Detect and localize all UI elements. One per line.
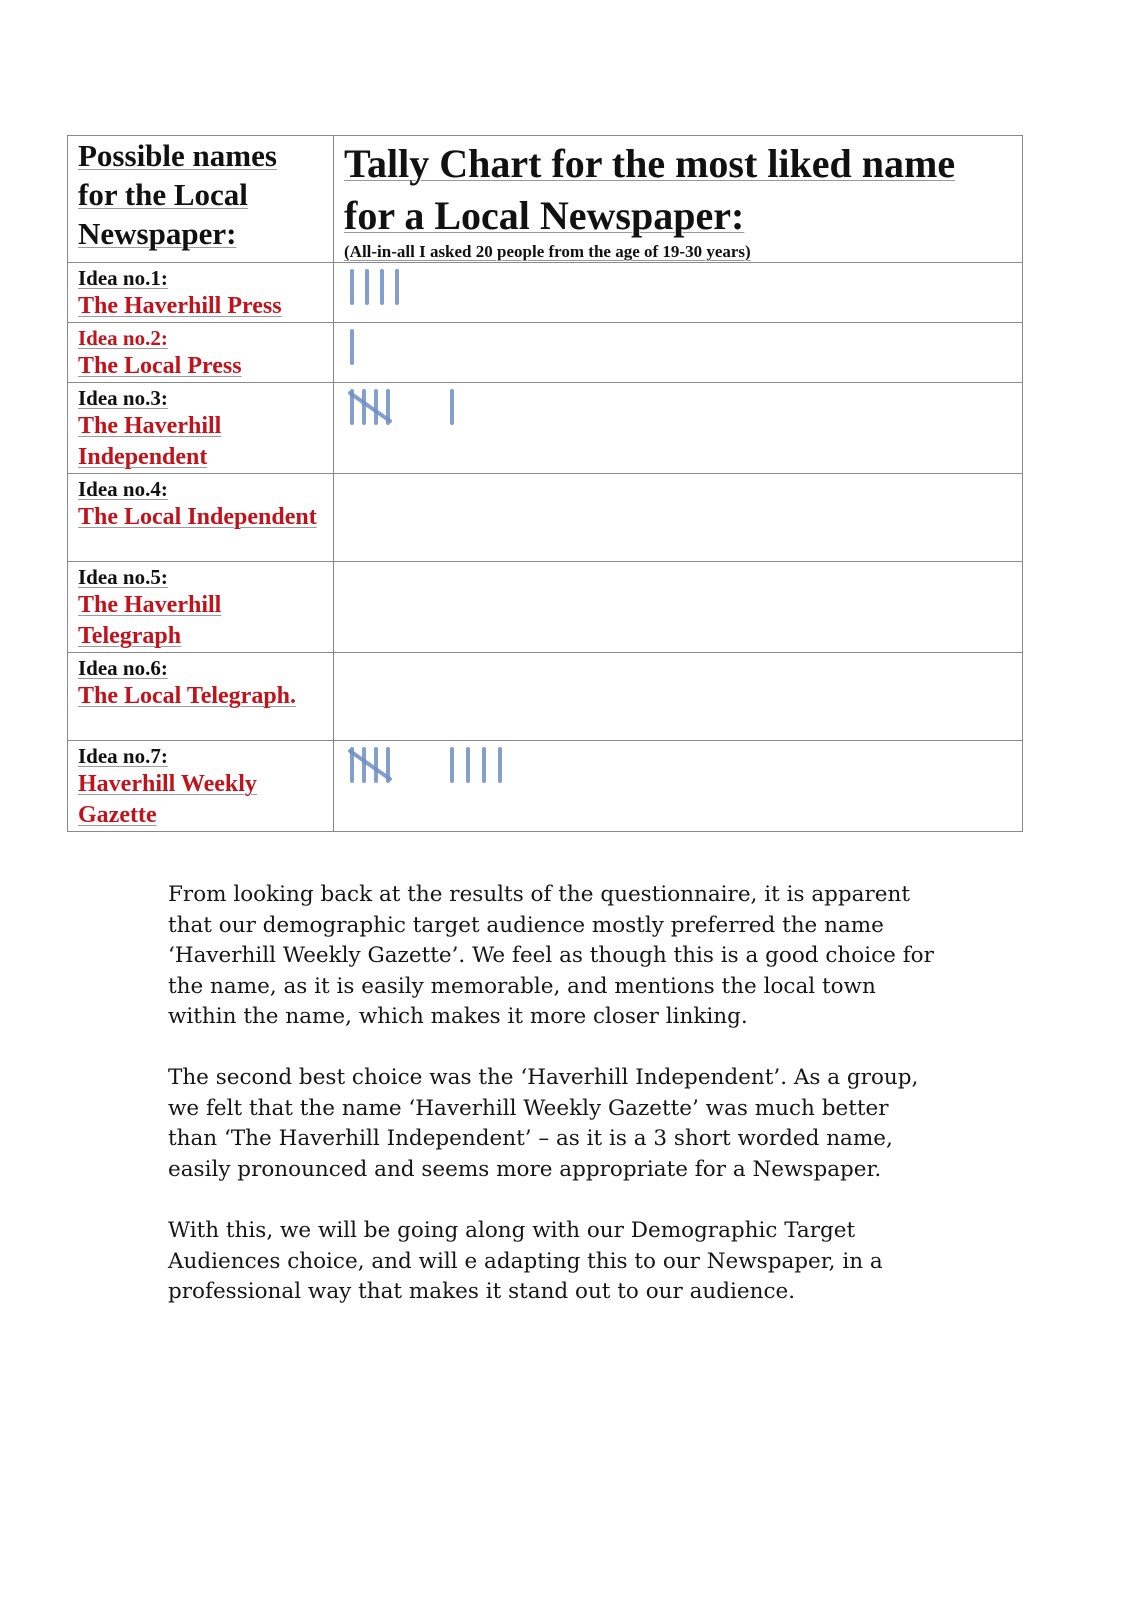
tally-marks: [344, 383, 744, 433]
header-left-cell: [68, 136, 334, 263]
tally-chart-title: Tally Chart for the most liked name for a Local Newspaper:: [344, 141, 956, 238]
idea-label: Idea no.1:: [78, 266, 168, 290]
idea-cell: [68, 383, 334, 474]
idea-name: The Haverhill Press: [78, 293, 282, 319]
idea-cell: [68, 474, 334, 562]
tally-cell: [334, 323, 1023, 383]
table-row: [68, 383, 1023, 474]
table-row: [68, 474, 1023, 562]
tally-cell: [334, 474, 1023, 562]
idea-label: Idea no.3:: [78, 386, 168, 410]
idea-cell: [68, 263, 334, 323]
idea-cell: [68, 653, 334, 741]
tally-cell: [334, 653, 1023, 741]
header-right-cell: [334, 136, 1023, 263]
conclusion-paragraph-3: With this, we will be going along with our Demographic Target Audiences choice, and will e adapting this to our Newspaper, in a professional way that makes it stand out to our audience.: [168, 1218, 883, 1304]
idea-cell: [68, 562, 334, 653]
tally-marks: [344, 323, 744, 373]
idea-label: Idea no.4:: [78, 477, 168, 501]
tally-strike: [350, 751, 390, 779]
idea-name: The Local Press: [78, 353, 242, 379]
tally-marks: [344, 263, 744, 313]
table-row: [68, 263, 1023, 323]
tally-cell: [334, 741, 1023, 832]
idea-cell: [68, 323, 334, 383]
tally-strike: [350, 393, 390, 421]
tally-cell: [334, 383, 1023, 474]
conclusion-paragraph-2: The second best choice was the ‘Haverhill Independent’. As a group, we felt that the name ‘Haverhill Weekly Gazette’ was much better than ‘The Haverhill Independent’ – as it is a 3 short worded name, easily pronounced and seems more appropriate for a Newspaper.: [168, 1065, 919, 1182]
table-row: [68, 741, 1023, 832]
tally-chart-subtitle: (All-in-all I asked 20 people from the age of 19-30 years): [344, 242, 751, 261]
tally-marks: [344, 741, 744, 791]
idea-name: Haverhill Weekly Gazette: [78, 771, 257, 828]
table-row: [68, 323, 1023, 383]
tally-cell: [334, 263, 1023, 323]
tally-chart-table: [67, 135, 1023, 832]
idea-label: Idea no.2:: [78, 326, 168, 350]
tally-cell: [334, 562, 1023, 653]
idea-name: The Local Independent: [78, 504, 317, 530]
idea-label: Idea no.7:: [78, 744, 168, 768]
idea-label: Idea no.5:: [78, 565, 168, 589]
idea-cell: [68, 741, 334, 832]
idea-name: The Local Telegraph.: [78, 683, 297, 709]
idea-name: The Haverhill Telegraph: [78, 592, 222, 649]
table-header-row: [68, 136, 1023, 263]
header-left-text: Possible names for the Local Newspaper:: [78, 138, 277, 251]
idea-name: The Haverhill Independent: [78, 413, 222, 470]
conclusion-paragraph-1: From looking back at the results of the questionnaire, it is apparent that our demographic target audience mostly preferred the name ‘Haverhill Weekly Gazette’. We feel as though this is a good choice for the name, as it is easily memorable, and mentions the local town within the name, which makes it more closer linking.: [168, 882, 934, 1029]
table-row: [68, 562, 1023, 653]
table-row: [68, 653, 1023, 741]
idea-label: Idea no.6:: [78, 656, 168, 680]
